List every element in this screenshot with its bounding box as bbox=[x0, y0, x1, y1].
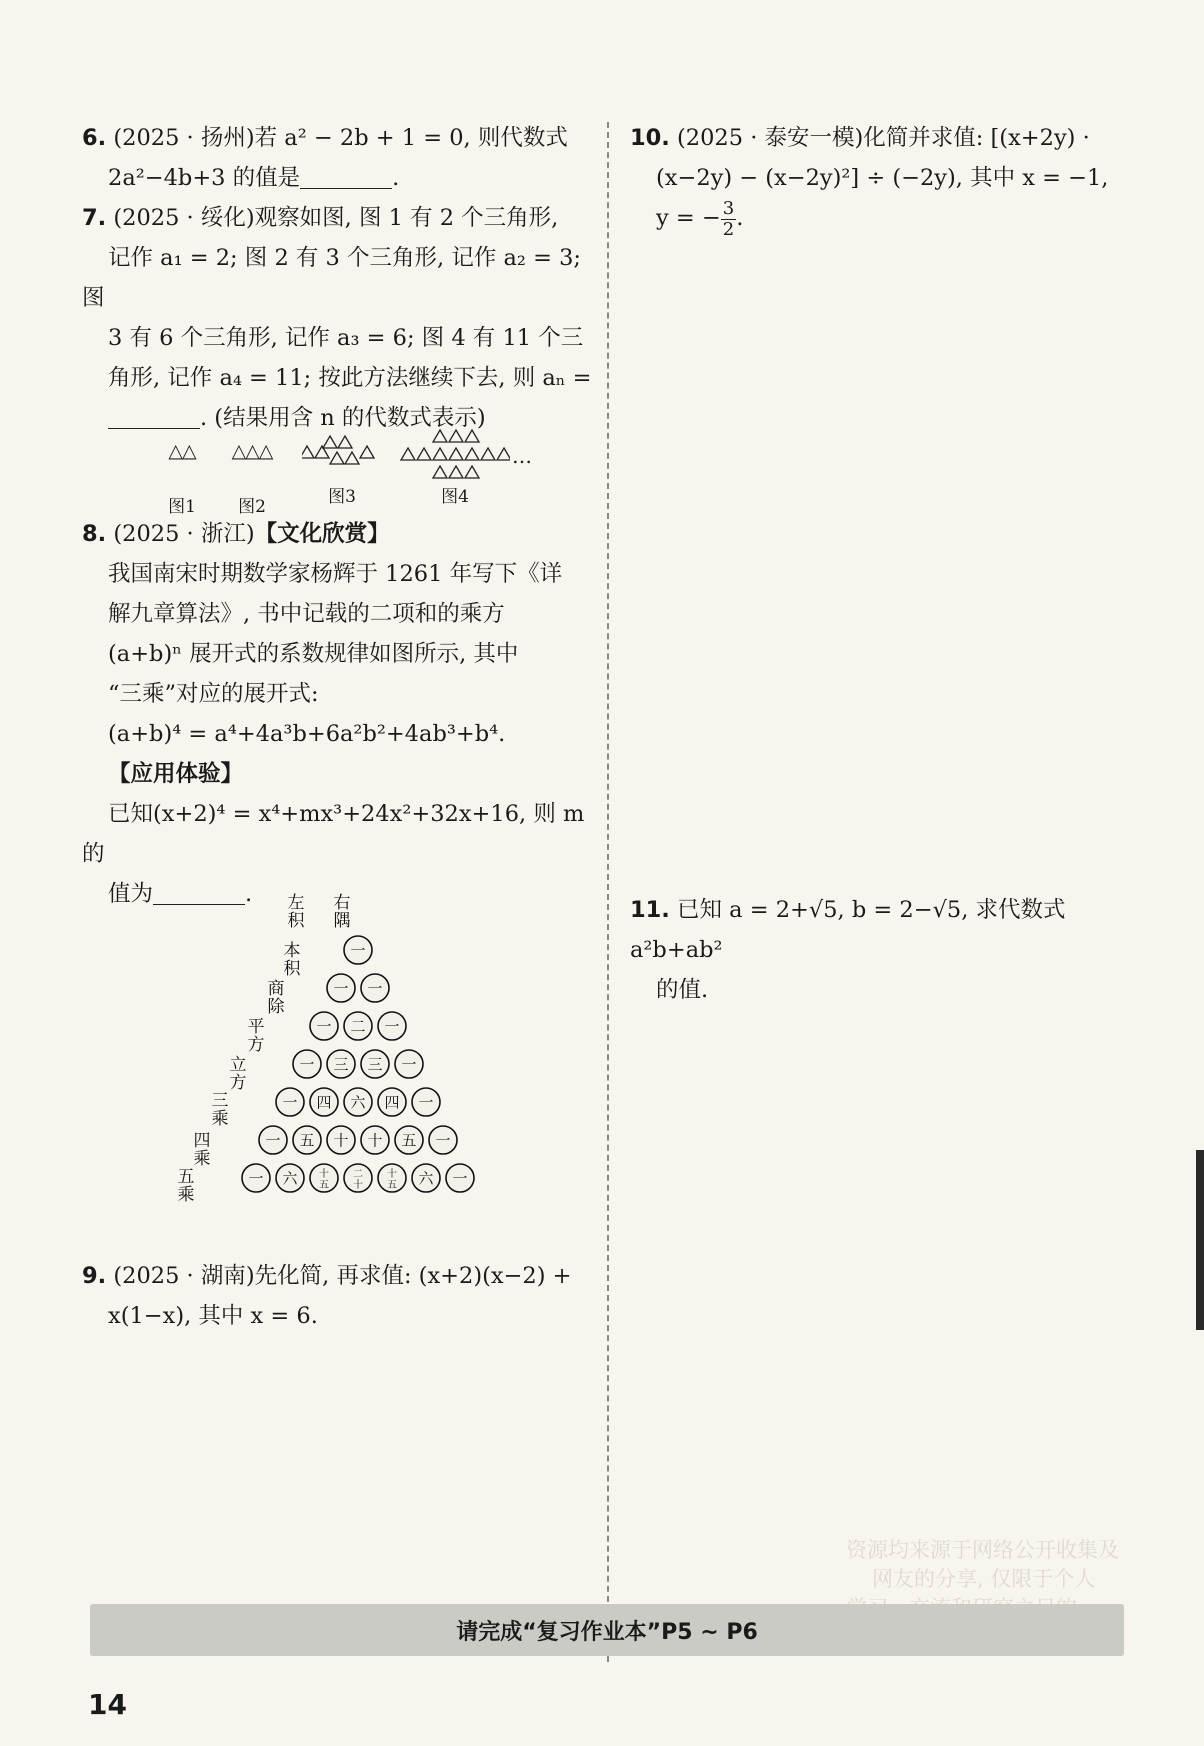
question-text: 的值. bbox=[656, 977, 709, 1003]
coefficient-circle bbox=[395, 1050, 423, 1078]
footer-text: 请完成“复习作业本”P5 ~ P6 bbox=[456, 1620, 758, 1645]
coefficient-circle bbox=[344, 1012, 372, 1040]
row-label: 乘 bbox=[177, 1185, 195, 1205]
expansion-formula: (a+b)⁴ = a⁴+4a³b+6a²b²+4ab³+b⁴. bbox=[108, 721, 506, 747]
question-8 bbox=[82, 514, 602, 914]
coefficient-circle bbox=[310, 1088, 338, 1116]
figure-3 bbox=[302, 432, 382, 507]
question-text: 2a²−4b+3 的值是 bbox=[108, 165, 301, 191]
coefficient-text: 一 bbox=[350, 941, 366, 960]
coefficient-text: 四 bbox=[384, 1093, 400, 1112]
question-text: 3 有 6 个三角形, 记作 a₃ = 6; 图 4 有 11 个三 bbox=[108, 325, 584, 351]
row-label: 本 bbox=[283, 941, 301, 961]
punctuation: . bbox=[392, 165, 400, 191]
question-10 bbox=[630, 118, 1150, 240]
figure-4 bbox=[400, 426, 510, 507]
coefficient-circle bbox=[361, 1050, 389, 1078]
coefficient-text: 十 bbox=[319, 1169, 329, 1180]
coefficient-text: 一 bbox=[316, 1017, 332, 1036]
row-label: 左 bbox=[287, 893, 305, 913]
coefficient-text: 一 bbox=[452, 1169, 468, 1188]
coefficient-text: 一 bbox=[282, 1093, 298, 1112]
left-column-lower bbox=[82, 514, 602, 914]
coefficient-text: 十 bbox=[333, 1131, 349, 1150]
coefficient-circle bbox=[344, 1088, 372, 1116]
row-label: 隅 bbox=[333, 911, 351, 931]
coefficient-circle bbox=[412, 1088, 440, 1116]
question-source: (2025 · 扬州) bbox=[113, 125, 255, 151]
coefficient-text: 五 bbox=[299, 1131, 315, 1150]
coefficient-circle bbox=[446, 1164, 474, 1192]
triangle-shape bbox=[400, 426, 510, 484]
row-label: 积 bbox=[283, 959, 301, 979]
row-label: 方 bbox=[229, 1073, 247, 1093]
triangle-figures bbox=[80, 432, 560, 517]
row-label: 立 bbox=[229, 1055, 247, 1075]
figure-caption: 图4 bbox=[441, 487, 469, 507]
question-number: 8. bbox=[82, 521, 107, 547]
coefficient-circle bbox=[361, 974, 389, 1002]
fraction-numerator: 3 bbox=[722, 197, 735, 219]
question-text: 化简并求值: [(x+2y) · bbox=[863, 125, 1090, 151]
coefficient-circle bbox=[310, 1012, 338, 1040]
figure-caption: 图1 bbox=[168, 497, 196, 517]
page-number: 14 bbox=[88, 1688, 127, 1721]
coefficient-circle bbox=[327, 974, 355, 1002]
question-source: (2025 · 绥化) bbox=[113, 205, 255, 231]
question-9 bbox=[82, 1256, 602, 1336]
paragraph-text: 值为 bbox=[108, 881, 154, 907]
coefficient-circle bbox=[242, 1164, 270, 1192]
coefficient-circle bbox=[378, 1012, 406, 1040]
coefficient-circle bbox=[344, 1164, 372, 1192]
paragraph-text: 解九章算法》, 书中记载的二项和的乘方 bbox=[108, 601, 505, 627]
row-label: 五 bbox=[177, 1167, 195, 1187]
coefficient-circle bbox=[276, 1088, 304, 1116]
question-number: 7. bbox=[82, 205, 107, 231]
coefficient-circle bbox=[395, 1126, 423, 1154]
paragraph-text: “三乘”对应的展开式: bbox=[108, 681, 319, 707]
fraction bbox=[721, 199, 736, 240]
question-text: 观察如图, 图 1 有 2 个三角形, bbox=[254, 205, 559, 231]
coefficient-circle bbox=[276, 1164, 304, 1192]
right-column bbox=[630, 118, 1150, 240]
coefficient-circle bbox=[310, 1164, 338, 1192]
yang-hui-triangle bbox=[177, 893, 524, 1246]
coefficient-circle bbox=[327, 1050, 355, 1078]
triangle-shape: △△△ bbox=[231, 440, 273, 462]
question-text: 已知 a = 2+√5, b = 2−√5, 求代数式 a²b+ab² bbox=[630, 897, 1066, 963]
coefficient-circle bbox=[327, 1126, 355, 1154]
question-11-block bbox=[630, 890, 1150, 1010]
question-9-block bbox=[82, 1256, 602, 1336]
section-tag: 【文化欣赏】 bbox=[254, 521, 390, 547]
row-label: 乘 bbox=[211, 1109, 229, 1129]
question-number: 9. bbox=[82, 1263, 107, 1289]
column-divider bbox=[607, 122, 609, 1662]
answer-blank[interactable] bbox=[108, 402, 200, 429]
yang-hui-triangle-svg bbox=[177, 893, 524, 1246]
coefficient-text: 五 bbox=[319, 1180, 329, 1191]
punctuation: . bbox=[245, 881, 253, 907]
fraction-denominator: 2 bbox=[722, 218, 735, 240]
question-number: 10. bbox=[630, 125, 670, 151]
question-text: . (结果用含 n 的代数式表示) bbox=[200, 405, 486, 431]
question-source: (2025 · 浙江) bbox=[113, 521, 255, 547]
row-label: 乘 bbox=[193, 1149, 211, 1169]
section-tag: 【应用体验】 bbox=[108, 761, 244, 787]
question-text: 记作 a₁ = 2; 图 2 有 3 个三角形, 记作 a₂ = 3; 图 bbox=[82, 245, 581, 311]
question-text: 角形, 记作 a₄ = 11; 按此方法继续下去, 则 aₙ = bbox=[108, 365, 592, 391]
coefficient-text: 六 bbox=[282, 1169, 298, 1188]
question-7 bbox=[82, 198, 602, 438]
coefficient-text: 十 bbox=[367, 1131, 383, 1150]
coefficient-text: 二 bbox=[353, 1169, 363, 1180]
coefficient-text: 十 bbox=[353, 1180, 363, 1191]
question-source: (2025 · 湖南) bbox=[113, 1263, 255, 1289]
row-label: 右 bbox=[333, 893, 351, 913]
paragraph-text: 我国南宋时期数学家杨辉于 1261 年写下《详 bbox=[108, 561, 563, 587]
coefficient-text: 一 bbox=[435, 1131, 451, 1150]
page-edge-mark bbox=[1196, 1150, 1204, 1330]
coefficient-circle bbox=[293, 1050, 321, 1078]
question-text: (x−2y) − (x−2y)²] ÷ (−2y), 其中 x = −1, bbox=[656, 165, 1109, 191]
figure-1 bbox=[160, 440, 204, 517]
figure-caption: 图3 bbox=[328, 487, 356, 507]
coefficient-text: 三 bbox=[367, 1055, 383, 1074]
triangle-shape: △△ bbox=[168, 440, 196, 462]
coefficient-text: 一 bbox=[384, 1017, 400, 1036]
question-text: 先化简, 再求值: (x+2)(x−2) + bbox=[254, 1263, 572, 1289]
coefficient-circle bbox=[293, 1126, 321, 1154]
question-6 bbox=[82, 118, 602, 198]
row-label: 四 bbox=[193, 1131, 211, 1151]
coefficient-circle bbox=[378, 1164, 406, 1192]
coefficient-text: 二 bbox=[350, 1017, 366, 1036]
coefficient-circle bbox=[259, 1126, 287, 1154]
row-label: 平 bbox=[247, 1017, 265, 1037]
row-label: 积 bbox=[287, 911, 305, 931]
question-text: x(1−x), 其中 x = 6. bbox=[108, 1303, 318, 1329]
answer-blank[interactable] bbox=[153, 878, 245, 905]
coefficient-text: 十 bbox=[387, 1169, 397, 1180]
coefficient-text: 六 bbox=[418, 1169, 434, 1188]
row-label: 商 bbox=[267, 979, 285, 999]
figure-caption: 图2 bbox=[238, 497, 266, 517]
footer-banner bbox=[90, 1604, 1124, 1656]
coefficient-text: 一 bbox=[401, 1055, 417, 1074]
coefficient-text: 一 bbox=[265, 1131, 281, 1150]
coefficient-text: 一 bbox=[248, 1169, 264, 1188]
punctuation: . bbox=[736, 205, 744, 231]
question-text: y = − bbox=[656, 205, 721, 231]
watermark-line: 资源均来源于网络公开收集及 bbox=[846, 1538, 1119, 1562]
row-label: 除 bbox=[267, 997, 285, 1017]
question-number: 6. bbox=[82, 125, 107, 151]
ellipsis: … bbox=[512, 444, 532, 468]
answer-blank[interactable] bbox=[300, 162, 392, 189]
coefficient-text: 一 bbox=[418, 1093, 434, 1112]
coefficient-text: 四 bbox=[316, 1093, 332, 1112]
question-11 bbox=[630, 890, 1150, 1010]
watermark-line: 网友的分享, 仅限于个人 bbox=[872, 1567, 1096, 1591]
coefficient-text: 六 bbox=[350, 1093, 366, 1112]
paragraph-text: (a+b)ⁿ 展开式的系数规律如图所示, 其中 bbox=[108, 641, 519, 667]
coefficient-circle bbox=[412, 1164, 440, 1192]
coefficient-text: 三 bbox=[333, 1055, 349, 1074]
coefficient-circle bbox=[361, 1126, 389, 1154]
coefficient-circle bbox=[378, 1088, 406, 1116]
row-label: 三 bbox=[211, 1091, 229, 1111]
left-column bbox=[82, 118, 602, 438]
triangle-shape bbox=[302, 432, 382, 476]
coefficient-text: 一 bbox=[367, 979, 383, 998]
question-source: (2025 · 泰安一模) bbox=[677, 125, 864, 151]
question-text: 若 a² − 2b + 1 = 0, 则代数式 bbox=[254, 125, 568, 151]
paragraph-text: 已知(x+2)⁴ = x⁴+mx³+24x²+32x+16, 则 m 的 bbox=[82, 801, 585, 867]
row-label: 方 bbox=[247, 1035, 265, 1055]
coefficient-text: 五 bbox=[387, 1180, 397, 1191]
coefficient-circle bbox=[344, 936, 372, 964]
coefficient-circle bbox=[429, 1126, 457, 1154]
coefficient-text: 一 bbox=[299, 1055, 315, 1074]
coefficient-text: 五 bbox=[401, 1131, 417, 1150]
figure-2 bbox=[220, 440, 284, 517]
question-number: 11. bbox=[630, 897, 670, 923]
coefficient-text: 一 bbox=[333, 979, 349, 998]
